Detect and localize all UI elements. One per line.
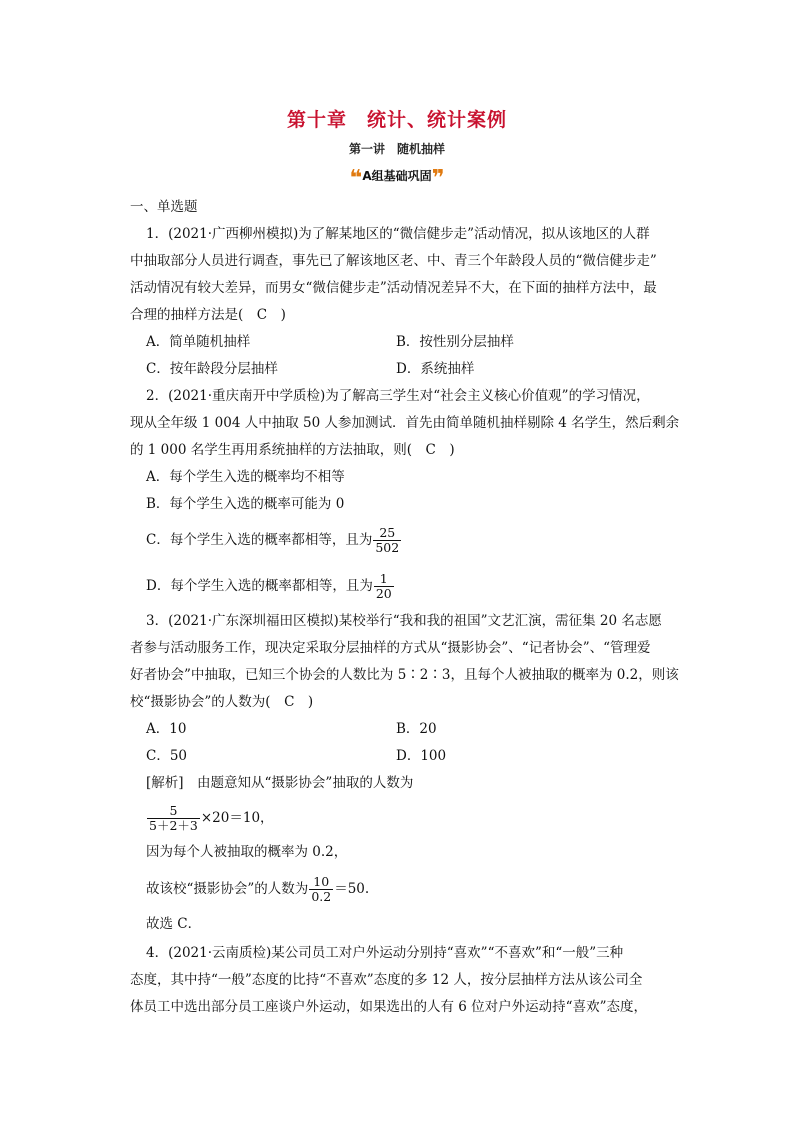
q1-option-d: D．系统抽样	[396, 361, 475, 377]
q3-line: 校“摄影协会”的人数为( C )	[130, 694, 314, 710]
q1-option-a: A．简单随机抽样	[146, 334, 251, 350]
q3-analysis-formula	[146, 804, 274, 833]
fraction-denominator: 20	[375, 586, 392, 601]
fraction-numerator: 1	[374, 572, 394, 587]
q3-formula-rest: ×20＝10，	[200, 810, 274, 826]
q2-option-d	[146, 572, 395, 601]
fraction-numerator: 25	[373, 526, 401, 541]
q2-option-c-fraction	[373, 526, 401, 555]
q3-line: 好者协会”中抽取，已知三个协会的人数比为 5∶2∶3，且每个人被抽取的概率为 0.2，则该	[130, 667, 679, 683]
q3-option-d: D．100	[396, 748, 447, 764]
q3-analysis-line: 因为每个人被抽取的概率为 0.2，	[146, 844, 348, 860]
fraction-numerator: 5	[147, 804, 200, 819]
q2-option-d-fraction	[374, 572, 394, 601]
q3-option-a: A．10	[146, 721, 187, 737]
q1-option-b: B．按性别分层抽样	[396, 334, 514, 350]
q2-option-c-text: C．每个学生入选的概率都相等，且为	[146, 532, 373, 548]
fraction-denominator: 0.2	[311, 889, 332, 904]
q4-line: 体员工中选出部分员工座谈户外运动，如果选出的人有 6 位对户外运动持“喜欢”态度，	[130, 999, 647, 1015]
q1-option-c: C．按年龄段分层抽样	[146, 361, 278, 377]
q3-analysis-rest: ＝50.	[334, 881, 370, 897]
fraction-denominator: 5＋2＋3	[149, 818, 198, 833]
q2-option-d-text: D．每个学生入选的概率都相等，且为	[146, 578, 373, 594]
q3-analysis-line	[146, 875, 369, 904]
section-heading: 一、单选题	[130, 199, 198, 215]
q2-line: 2．(2021·重庆南开中学质检)为了解高三学生对“社会主义核心价值观”的学习情况，	[146, 388, 650, 404]
fraction-denominator: 502	[375, 540, 400, 555]
q3-line: 3．(2021·广东深圳福田区模拟)某校举行“我和我的祖国”文艺汇演，需征集 20 名志愿	[146, 613, 662, 629]
q1-line: 1．(2021·广西柳州模拟)为了解某地区的“微信健步走”活动情况，拟从该地区的人群	[146, 226, 650, 242]
q1-line: 合理的抽样方法是( C )	[130, 307, 286, 323]
q3-conclusion: 故选 C．	[146, 916, 202, 932]
q2-option-c	[146, 526, 402, 555]
q2-option-b: B．每个学生入选的概率可能为 0	[146, 496, 345, 512]
group-banner	[0, 166, 794, 191]
q3-option-c: C．50	[146, 748, 188, 764]
q4-line: 4．(2021·云南质检)某公司员工对户外运动分别持“喜欢”“不喜欢”和“一般”三种	[146, 945, 624, 961]
q3-analysis: [解析] 由题意知从“摄影协会”抽取的人数为	[146, 775, 414, 791]
fraction-numerator: 10	[309, 875, 333, 890]
open-quote-icon: ❝	[349, 166, 363, 191]
q1-line: 活动情况有较大差异，而男女“微信健步走”活动情况差异不大，在下面的抽样方法中，最	[130, 280, 657, 296]
q3-line: 者参与活动服务工作，现决定采取分层抽样的方式从“摄影协会”、“记者协会”、“管理爱	[130, 640, 651, 656]
q3-formula-fraction	[147, 804, 200, 833]
q2-option-a: A．每个学生入选的概率均不相等	[146, 469, 345, 485]
lecture-title: 第一讲 随机抽样	[348, 142, 445, 156]
q3-analysis-fraction	[309, 875, 333, 904]
group-banner-label: A组基础巩固	[362, 169, 432, 183]
q4-line: 态度，其中持“一般”态度的比持“不喜欢”态度的多 12 人，按分层抽样方法从该公司全	[130, 972, 643, 988]
q1-line: 中抽取部分人员进行调查，事先已了解该地区老、中、青三个年龄段人员的“微信健步走”	[130, 253, 657, 269]
q2-line: 的 1 000 名学生再用系统抽样的方法抽取，则( C )	[130, 442, 455, 458]
chapter-title: 第十章 统计、统计案例	[286, 109, 507, 131]
q2-line: 现从全年级 1 004 人中抽取 50 人参加测试．首先由简单随机抽样剔除 4 名学生，然后剩余	[130, 415, 680, 431]
q3-option-b: B．20	[396, 721, 437, 737]
close-quote-icon: ❞	[431, 166, 445, 191]
q3-analysis-text: 故该校“摄影协会”的人数为	[146, 881, 309, 897]
